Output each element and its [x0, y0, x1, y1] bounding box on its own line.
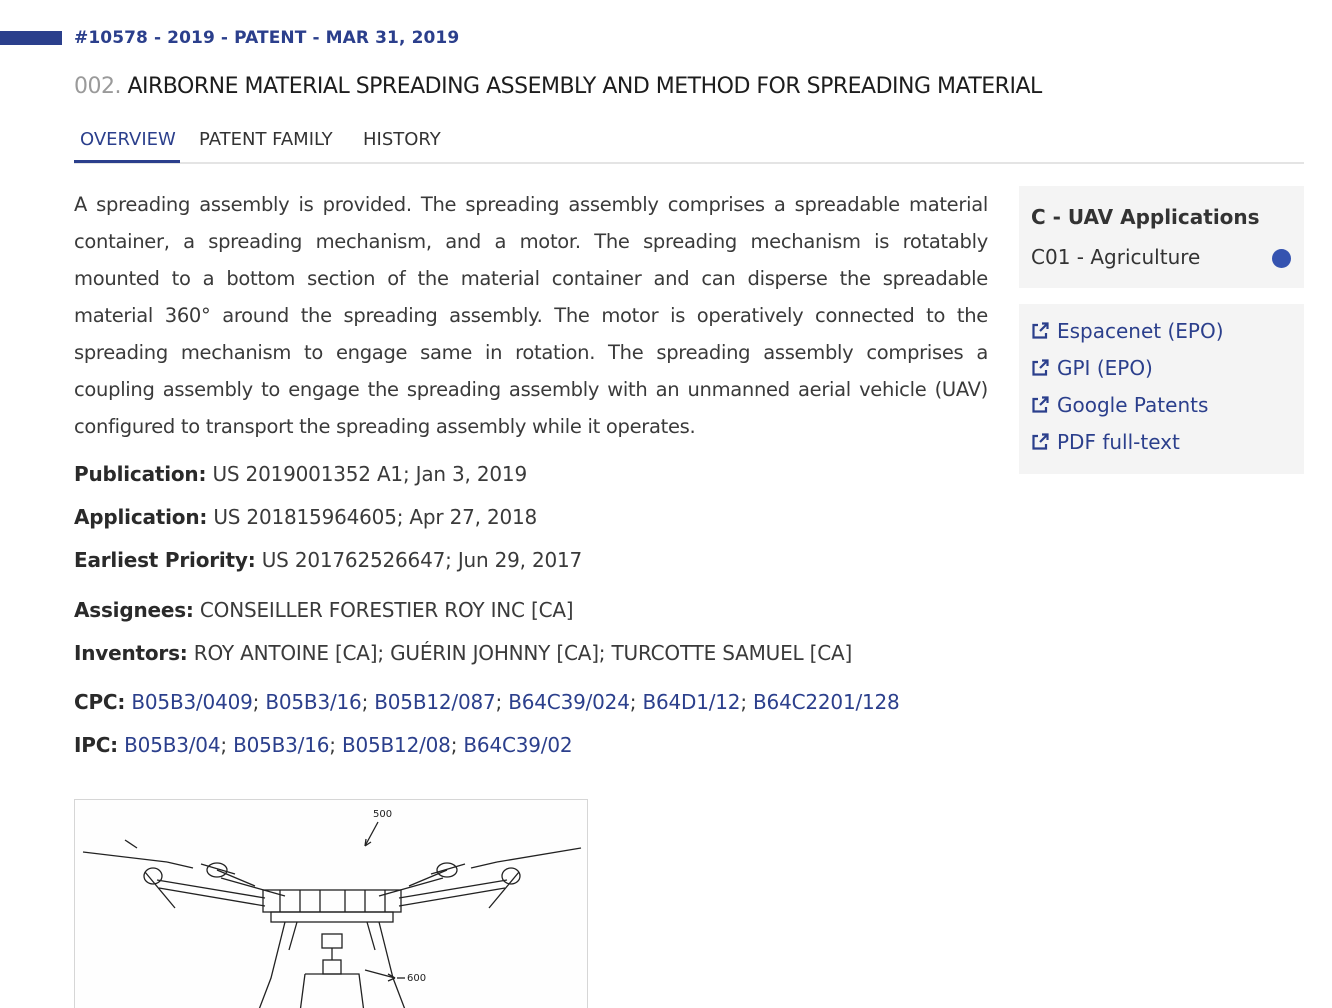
external-link-icon: [1031, 396, 1049, 414]
priority-field: [74, 548, 582, 572]
ipc-label: IPC:: [74, 733, 118, 757]
gpi-link[interactable]: [1031, 356, 1153, 380]
title-text: AIRBORNE MATERIAL SPREADING ASSEMBLY AND METHOD FOR SPREADING MATERIAL: [127, 74, 1042, 99]
patent-drawing-figure[interactable]: [74, 799, 588, 1008]
cpc-code-link[interactable]: B64C39/024: [508, 690, 630, 714]
publication-label: Publication:: [74, 462, 207, 486]
external-link-icon: [1031, 433, 1049, 451]
espacenet-link[interactable]: [1031, 319, 1224, 343]
tab-patent-family[interactable]: PATENT FAMILY: [199, 129, 333, 150]
inventors-value: ROY ANTOINE [CA]; GUÉRIN JOHNNY [CA]; TURCOTTE SAMUEL [CA]: [193, 641, 853, 665]
cpc-code-link[interactable]: B05B3/0409: [131, 690, 253, 714]
category-indicator-dot: [1272, 249, 1291, 268]
external-link-icon: [1031, 359, 1049, 377]
page-title: [74, 74, 1042, 99]
assignees-field: [74, 598, 573, 622]
pdf-fulltext-link[interactable]: [1031, 430, 1180, 454]
publication-value: US 2019001352 A1; Jan 3, 2019: [212, 462, 527, 486]
accent-bar: [0, 31, 62, 45]
abstract-text: A spreading assembly is provided. The spreading assembly comprises a spreadable material container, a spreading mechanism, and a motor. The spreading mechanism is rotatably mounted to a bottom section of the material container and can disperse the spreadable material 360° around the spreading assembly. The motor is operatively connected to the spreading mechanism to engage same in rotation. The spreading assembly comprises a coupling assembly to engage the spreading assembly with an unmanned aerial vehicle (UAV) configured to transport the spreading assembly while it operates.: [74, 193, 988, 438]
application-label: Application:: [74, 505, 208, 529]
ipc-code-link[interactable]: B05B12/08: [341, 733, 451, 757]
application-value: US 201815964605; Apr 27, 2018: [213, 505, 538, 529]
priority-value: US 201762526647; Jun 29, 2017: [261, 548, 583, 572]
patent-meta: #10578 - 2019 - PATENT - MAR 31, 2019: [74, 28, 460, 48]
ipc-code-link[interactable]: B05B3/16: [233, 733, 330, 757]
cpc-code-link[interactable]: B64D1/12: [642, 690, 741, 714]
reference-label-500: 500: [373, 809, 393, 820]
cpc-label: CPC:: [74, 690, 126, 714]
ipc-code-link[interactable]: B64C39/02: [463, 733, 573, 757]
title-number: 002.: [74, 74, 121, 99]
category-panel: [1019, 186, 1304, 288]
cpc-code-link[interactable]: B05B3/16: [265, 690, 362, 714]
category-title: C - UAV Applications: [1031, 205, 1260, 229]
priority-label: Earliest Priority:: [74, 548, 256, 572]
cpc-field: CPC: B05B3/0409; B05B3/16; B05B12/087; B64C39/024; B64D1/12; B64C2201/128: [74, 690, 900, 714]
category-subtitle[interactable]: C01 - Agriculture: [1031, 245, 1201, 269]
google-patents-link[interactable]: [1031, 393, 1208, 417]
inventors-field: [74, 641, 852, 665]
cpc-code-link[interactable]: B64C2201/128: [753, 690, 900, 714]
espacenet-link-label: Espacenet (EPO): [1057, 319, 1224, 343]
inventors-label: Inventors:: [74, 641, 188, 665]
main-content: [74, 186, 988, 445]
google-patents-link-label: Google Patents: [1057, 393, 1209, 417]
publication-field: [74, 462, 527, 486]
external-link-icon: [1031, 322, 1049, 340]
assignees-label: Assignees:: [74, 598, 194, 622]
gpi-link-label: GPI (EPO): [1057, 356, 1153, 380]
assignees-value: CONSEILLER FORESTIER ROY INC [CA]: [199, 598, 574, 622]
tab-overview[interactable]: OVERVIEW: [80, 129, 176, 150]
reference-label-600: 600: [407, 973, 427, 984]
active-tab-indicator: [74, 160, 180, 163]
ipc-field: IPC: B05B3/04; B05B3/16; B05B12/08; B64C39/02: [74, 733, 573, 757]
tab-history[interactable]: HISTORY: [363, 129, 441, 150]
application-field: [74, 505, 537, 529]
pdf-fulltext-link-label: PDF full-text: [1057, 430, 1180, 454]
external-links-panel: [1019, 304, 1304, 474]
drone-drawing: [75, 800, 588, 1008]
tab-bar: [74, 126, 1304, 164]
cpc-code-link[interactable]: B05B12/087: [374, 690, 496, 714]
ipc-code-link[interactable]: B05B3/04: [124, 733, 221, 757]
